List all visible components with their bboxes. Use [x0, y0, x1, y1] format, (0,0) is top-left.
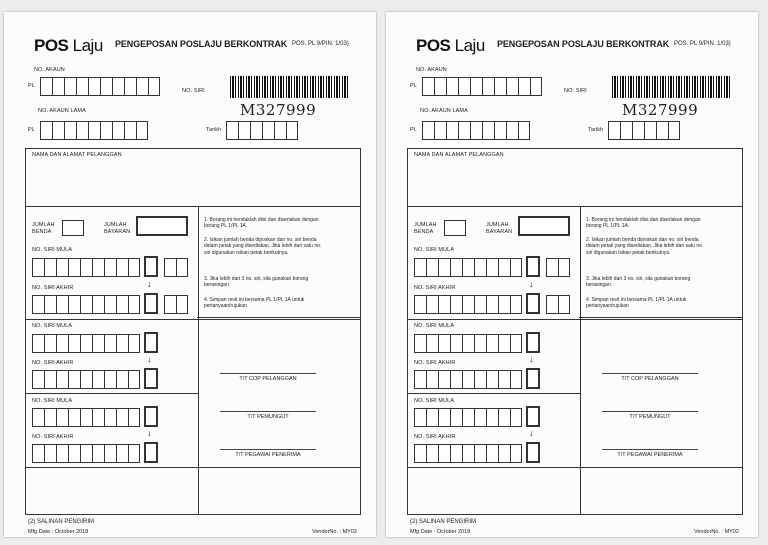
form-title: PENGEPOSAN POSLAJU BERKONTRAK [115, 39, 288, 49]
divider [579, 317, 743, 318]
no-siri-akhir-input[interactable] [414, 444, 522, 463]
vendor-number: VendorNo. : MY02 [312, 529, 357, 535]
jumlah-bayaran-label: JUMLAH BAYARAN [104, 222, 131, 235]
nama-alamat-label: NAMA DAN ALAMAT PELANGGAN [32, 152, 122, 158]
sig-cop-pelanggan: T/T COP PELANGGAN [621, 376, 679, 382]
no-siri-mula-input[interactable] [414, 408, 522, 427]
no-siri-akhir-input[interactable] [32, 444, 140, 463]
form-sheet-right [386, 12, 758, 537]
divider [26, 393, 198, 394]
sig-pemungut: T/T PEMUNGUT [629, 414, 671, 420]
divider [26, 206, 360, 207]
arrow-down-icon: ↓ [529, 428, 534, 438]
arrow-down-icon: ↓ [529, 354, 534, 364]
instruction-4: 4. Simpan resit ini bersama PL 1/PL 1A untuk pertanyaan/rujukan [586, 297, 687, 310]
no-akaun-lama-label: NO. AKAUN LAMA [38, 108, 86, 114]
sig-pemungut: T/T PEMUNGUT [247, 414, 289, 420]
no-siri-mula-input[interactable] [414, 258, 522, 277]
no-siri-mula-extra[interactable] [164, 258, 188, 277]
signature-line [220, 373, 316, 374]
arrow-down-icon: ↓ [147, 428, 152, 438]
instruction-1: 1. Borang ini hendaklah diisi dan diserlakan dengan borang PL 1/PL 1A. [586, 217, 701, 230]
signature-line [602, 449, 698, 450]
no-siri-mula-label: NO. SIRI MULA [414, 247, 455, 253]
no-akaun-label: NO. AKAUN [416, 67, 447, 73]
no-akaun-lama-input[interactable] [40, 121, 148, 140]
pl-label: PL [28, 127, 35, 133]
no-siri-akhir-label: NO. SIRI AKHIR [414, 285, 456, 291]
barcode [230, 76, 348, 98]
check-digit-box[interactable] [144, 293, 158, 314]
tarikh-label: Tarikh [206, 127, 222, 133]
pl-label: PL [410, 127, 417, 133]
barcode [612, 76, 730, 98]
jumlah-bayaran-label: JUMLAH BAYARAN [486, 222, 513, 235]
no-siri-akhir-input[interactable] [32, 370, 140, 389]
pl-label: PL [28, 83, 35, 89]
check-digit-box[interactable] [144, 406, 158, 427]
no-siri-akhir-label: NO. SIRI AKHIR [414, 434, 456, 440]
no-siri-mula-label: NO. SIRI MULA [414, 323, 455, 329]
no-akaun-lama-input[interactable] [422, 121, 530, 140]
no-siri-akhir-extra[interactable] [546, 295, 570, 314]
check-digit-box[interactable] [526, 332, 540, 353]
check-digit-box[interactable] [526, 442, 540, 463]
no-siri-akhir-label: NO. SIRI AKHIR [32, 434, 74, 440]
form-main-area [407, 148, 743, 515]
jumlah-benda-input[interactable] [62, 220, 84, 236]
vendor-number: VendorNo. : MY02 [694, 529, 739, 535]
divider [197, 317, 361, 318]
instruction-2: 2. Isikan jumlah benda diposkan dan no. siri benda dalam petak yang disediakan. Jika lebih dari satu no. siri digunakan isikan petak berikutnya. [204, 237, 322, 256]
divider [408, 206, 742, 207]
form-code: POS. PL 9/PIN. 1/03) [292, 41, 349, 47]
no-siri-mula-input[interactable] [414, 334, 522, 353]
no-akaun-input[interactable] [422, 77, 542, 96]
signature-line [602, 373, 698, 374]
no-siri-akhir-label: NO. SIRI AKHIR [32, 360, 74, 366]
mfg-date: Mfg Date : October 2018 [410, 529, 471, 535]
no-siri-akhir-input[interactable] [414, 295, 522, 314]
serial-number: M327999 [622, 101, 699, 119]
form-main-area [25, 148, 361, 515]
poslaju-logo: POS Laju [34, 36, 103, 55]
jumlah-benda-label: JUMLAH BENDA [414, 222, 437, 235]
no-siri-mula-input[interactable] [32, 334, 140, 353]
sig-pegawai-penerima: T/T PEGAWAI PENERIMA [235, 452, 301, 458]
instruction-2: 2. Isikan jumlah benda diposkan dan no. siri benda dalam petak yang disediakan. Jika lebih dari satu no. siri digunakan isikan petak berikutnya. [586, 237, 704, 256]
divider [408, 393, 580, 394]
instruction-4: 4. Simpan resit ini bersama PL 1/PL 1A untuk pertanyaan/rujukan [204, 297, 305, 310]
no-siri-mula-label: NO. SIRI MULA [414, 398, 455, 404]
signature-line [220, 411, 316, 412]
no-siri-mula-label: NO. SIRI MULA [32, 323, 73, 329]
tarikh-label: Tarikh [588, 127, 604, 133]
no-siri-akhir-extra[interactable] [164, 295, 188, 314]
nama-alamat-label: NAMA DAN ALAMAT PELANGGAN [414, 152, 504, 158]
check-digit-box[interactable] [144, 442, 158, 463]
check-digit-box[interactable] [526, 368, 540, 389]
divider [408, 467, 742, 468]
no-siri-mula-label: NO. SIRI MULA [32, 398, 73, 404]
signature-line [602, 411, 698, 412]
divider [26, 319, 360, 320]
check-digit-box[interactable] [526, 256, 540, 277]
serial-number: M327999 [240, 101, 317, 119]
no-siri-mula-input[interactable] [32, 408, 140, 427]
no-siri-mula-label: NO. SIRI MULA [32, 247, 73, 253]
no-siri-akhir-label: NO. SIRI AKHIR [414, 360, 456, 366]
no-siri-mula-extra[interactable] [546, 258, 570, 277]
form-title: PENGEPOSAN POSLAJU BERKONTRAK [497, 39, 670, 49]
mfg-date: Mfg Date : October 2018 [28, 529, 89, 535]
no-akaun-label: NO. AKAUN [34, 67, 65, 73]
check-digit-box[interactable] [144, 368, 158, 389]
poslaju-logo: POS Laju [416, 36, 485, 55]
jumlah-benda-input[interactable] [444, 220, 466, 236]
jumlah-bayaran-input[interactable] [518, 216, 570, 236]
no-siri-label: NO. SIRI [564, 88, 587, 94]
copy-label: (2) SALINAN PENGIRIM [28, 519, 95, 525]
copy-label: (2) SALINAN PENGIRIM [410, 519, 477, 525]
check-digit-box[interactable] [526, 293, 540, 314]
tarikh-input[interactable] [608, 121, 680, 140]
sig-cop-pelanggan: T/T COP PELANGGAN [239, 376, 297, 382]
arrow-down-icon: ↓ [147, 279, 152, 289]
tarikh-input[interactable] [226, 121, 298, 140]
check-digit-box[interactable] [144, 256, 158, 277]
no-siri-label: NO. SIRI [182, 88, 205, 94]
no-siri-mula-input[interactable] [32, 258, 140, 277]
check-digit-box[interactable] [526, 406, 540, 427]
jumlah-bayaran-input[interactable] [136, 216, 188, 236]
instruction-3: 3. Jika lebih dari 3 no. siri, sila gunakan borang berasingan. [204, 276, 309, 289]
no-siri-akhir-label: NO. SIRI AKHIR [32, 285, 74, 291]
sig-pegawai-penerima: T/T PEGAWAI PENERIMA [617, 452, 683, 458]
instruction-3: 3. Jika lebih dari 3 no. siri, sila gunakan borang berasingan. [586, 276, 691, 289]
instruction-1: 1. Borang ini hendaklah diisi dan diserlakan dengan borang PL 1/PL 1A. [204, 217, 319, 230]
no-akaun-input[interactable] [40, 77, 160, 96]
check-digit-box[interactable] [144, 332, 158, 353]
jumlah-benda-label: JUMLAH BENDA [32, 222, 55, 235]
no-siri-akhir-input[interactable] [414, 370, 522, 389]
pl-label: PL [410, 83, 417, 89]
arrow-down-icon: ↓ [529, 279, 534, 289]
arrow-down-icon: ↓ [147, 354, 152, 364]
form-code: POS. PL 9/PIN. 1/03) [674, 41, 731, 47]
form-sheet-left [4, 12, 376, 537]
divider [26, 467, 360, 468]
divider [408, 319, 742, 320]
signature-line [220, 449, 316, 450]
no-akaun-lama-label: NO. AKAUN LAMA [420, 108, 468, 114]
no-siri-akhir-input[interactable] [32, 295, 140, 314]
